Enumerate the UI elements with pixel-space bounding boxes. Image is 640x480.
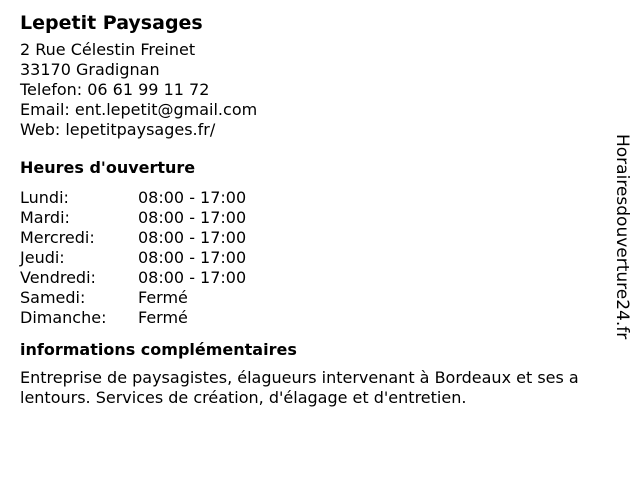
address-city: 33170 Gradignan [20,60,160,79]
business-card [20,10,620,408]
hours-heading: Heures d'ouverture [20,158,196,177]
hours-time: 08:00 - 17:00 [138,268,247,287]
hours-row-thursday [20,248,620,268]
hours-day: Mercredi: [20,228,95,247]
hours-row-sunday [20,308,620,328]
web-line: Web: lepetitpaysages.fr/ [20,120,216,139]
hours-row-wednesday [20,228,620,248]
email-line: Email: ent.lepetit@gmail.com [20,100,258,119]
hours-time: 08:00 - 17:00 [138,188,247,207]
hours-table [20,188,620,328]
hours-day: Lundi: [20,188,69,207]
info-heading: informations complémentaires [20,340,297,359]
address-street: 2 Rue Célestin Freinet [20,40,196,59]
hours-time: Fermé [138,308,188,327]
hours-row-friday [20,268,620,288]
hours-row-saturday [20,288,620,308]
phone-line: Telefon: 06 61 99 11 72 [20,80,210,99]
hours-time: 08:00 - 17:00 [138,248,247,267]
hours-day: Mardi: [20,208,70,227]
hours-day: Samedi: [20,288,86,307]
hours-row-monday [20,188,620,208]
hours-time: 08:00 - 17:00 [138,208,247,227]
info-description: Entreprise de paysagistes, élagueurs intervenant à Bordeaux et ses a lentours. Services de création, d'élagage et d'entretien. [20,368,579,407]
watermark-text: Horairesdouverture24.fr [612,134,632,340]
business-name: Lepetit Paysages [20,12,203,34]
hours-time: 08:00 - 17:00 [138,228,247,247]
hours-time: Fermé [138,288,188,307]
hours-day: Dimanche: [20,308,107,327]
hours-day: Jeudi: [20,248,65,267]
hours-day: Vendredi: [20,268,96,287]
hours-row-tuesday [20,208,620,228]
